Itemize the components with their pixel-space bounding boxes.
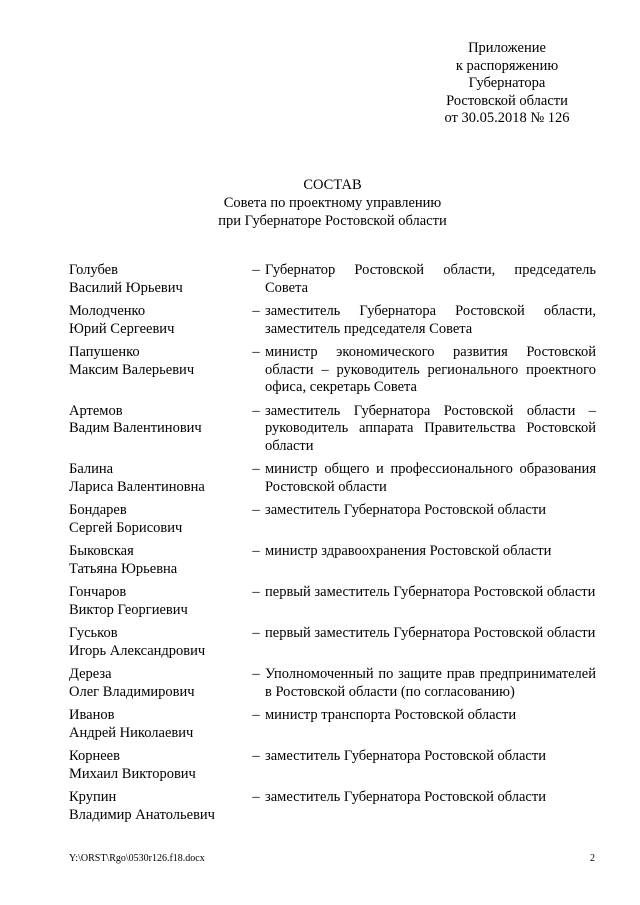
member-surname: Голубев	[69, 262, 118, 278]
member-surname: Бондарев	[69, 502, 127, 518]
member-given-name: Олег Владимирович	[69, 683, 195, 700]
member-dash: –	[252, 303, 260, 319]
member-row	[69, 707, 596, 742]
member-dash: –	[252, 707, 260, 723]
member-role: первый заместитель Губернатора Ростовской области	[265, 625, 596, 641]
member-given-name: Василий Юрьевич	[69, 279, 183, 296]
member-row	[69, 344, 596, 397]
appendix-line: к распоряжению	[455, 57, 559, 74]
member-surname: Быковская	[69, 543, 134, 559]
member-role: заместитель Губернатора Ростовской области	[265, 748, 546, 764]
member-dash: –	[252, 402, 260, 419]
member-role: первый заместитель Губернатора Ростовской области	[265, 584, 596, 600]
title-heading: СОСТАВ	[303, 177, 362, 193]
member-dash: –	[252, 543, 260, 559]
member-surname: Балина	[69, 461, 114, 477]
members-list	[69, 262, 596, 830]
member-given-name: Максим Валерьевич	[69, 361, 195, 378]
member-dash: –	[252, 666, 260, 682]
member-role: Губернатор Ростовской области, председатель Совета	[265, 262, 596, 296]
member-role: заместитель Губернатора Ростовской области	[265, 789, 546, 805]
member-row	[69, 262, 596, 297]
member-given-name: Татьяна Юрьевна	[69, 560, 178, 577]
member-surname: Гончаров	[69, 584, 127, 600]
member-given-name: Игорь Александрович	[69, 642, 206, 659]
title-line-2: при Губернаторе Ростовской области	[218, 213, 447, 229]
member-dash: –	[252, 262, 260, 278]
member-role: министр общего и профессионального образования Ростовской области	[265, 461, 596, 495]
appendix-block	[412, 40, 602, 128]
member-row	[69, 403, 596, 456]
member-row	[69, 748, 596, 783]
file-path: Y:\ORST\Rgo\0530r126.f18.docx	[69, 853, 205, 864]
page-number: 2	[590, 853, 595, 864]
member-row	[69, 584, 596, 619]
member-row	[69, 303, 596, 338]
member-row	[69, 666, 596, 701]
document-title	[100, 176, 565, 230]
member-dash: –	[252, 461, 260, 477]
appendix-line: Приложение	[468, 40, 546, 56]
member-given-name: Лариса Валентиновна	[69, 478, 205, 495]
member-dash: –	[252, 625, 260, 641]
member-given-name: Вадим Валентинович	[69, 420, 202, 436]
member-given-name: Андрей Николаевич	[69, 724, 194, 741]
appendix-line: от 30.05.2018 № 126	[444, 110, 570, 126]
member-row	[69, 502, 596, 537]
member-surname: Корнеев	[69, 748, 120, 764]
member-surname: Дереза	[69, 666, 112, 682]
member-role: Уполномоченный по защите прав предпринимателей в Ростовской области (по согласованию)	[265, 666, 596, 700]
member-given-name: Сергей Борисович	[69, 519, 183, 536]
member-surname: Гуськов	[69, 625, 118, 641]
member-row	[69, 543, 596, 578]
member-role: заместитель Губернатора Ростовской области – руководитель аппарата Правительства Ростовской области	[265, 402, 596, 454]
title-line-1: Совета по проектному управлению	[223, 195, 442, 211]
appendix-line: Ростовской области	[446, 92, 568, 109]
member-given-name: Юрий Сергеевич	[69, 320, 175, 337]
member-given-name: Михаил Викторович	[69, 765, 196, 782]
member-dash: –	[252, 748, 260, 764]
member-surname: Артемов	[69, 402, 123, 419]
member-surname: Молодченко	[69, 303, 146, 319]
member-given-name: Владимир Анатольевич	[69, 806, 215, 823]
member-role: заместитель Губернатора Ростовской области, заместитель председателя Совета	[265, 303, 596, 337]
member-role: министр экономического развития Ростовской области – руководитель регионального проектного офиса, секретарь Совета	[265, 344, 596, 395]
member-row	[69, 625, 596, 660]
member-dash: –	[252, 502, 260, 518]
page-footer	[69, 853, 595, 864]
member-role: министр транспорта Ростовской области	[265, 707, 517, 723]
member-surname: Иванов	[69, 707, 115, 723]
member-row	[69, 461, 596, 496]
member-surname: Папушенко	[69, 344, 140, 360]
member-dash: –	[252, 789, 260, 805]
member-surname: Крупин	[69, 789, 117, 805]
member-given-name: Виктор Георгиевич	[69, 601, 188, 618]
member-dash: –	[252, 584, 260, 600]
member-role: министр здравоохранения Ростовской области	[265, 543, 552, 559]
appendix-line: Губернатора	[468, 75, 546, 91]
member-dash: –	[252, 344, 260, 360]
member-row	[69, 789, 596, 824]
member-role: заместитель Губернатора Ростовской области	[265, 502, 546, 518]
